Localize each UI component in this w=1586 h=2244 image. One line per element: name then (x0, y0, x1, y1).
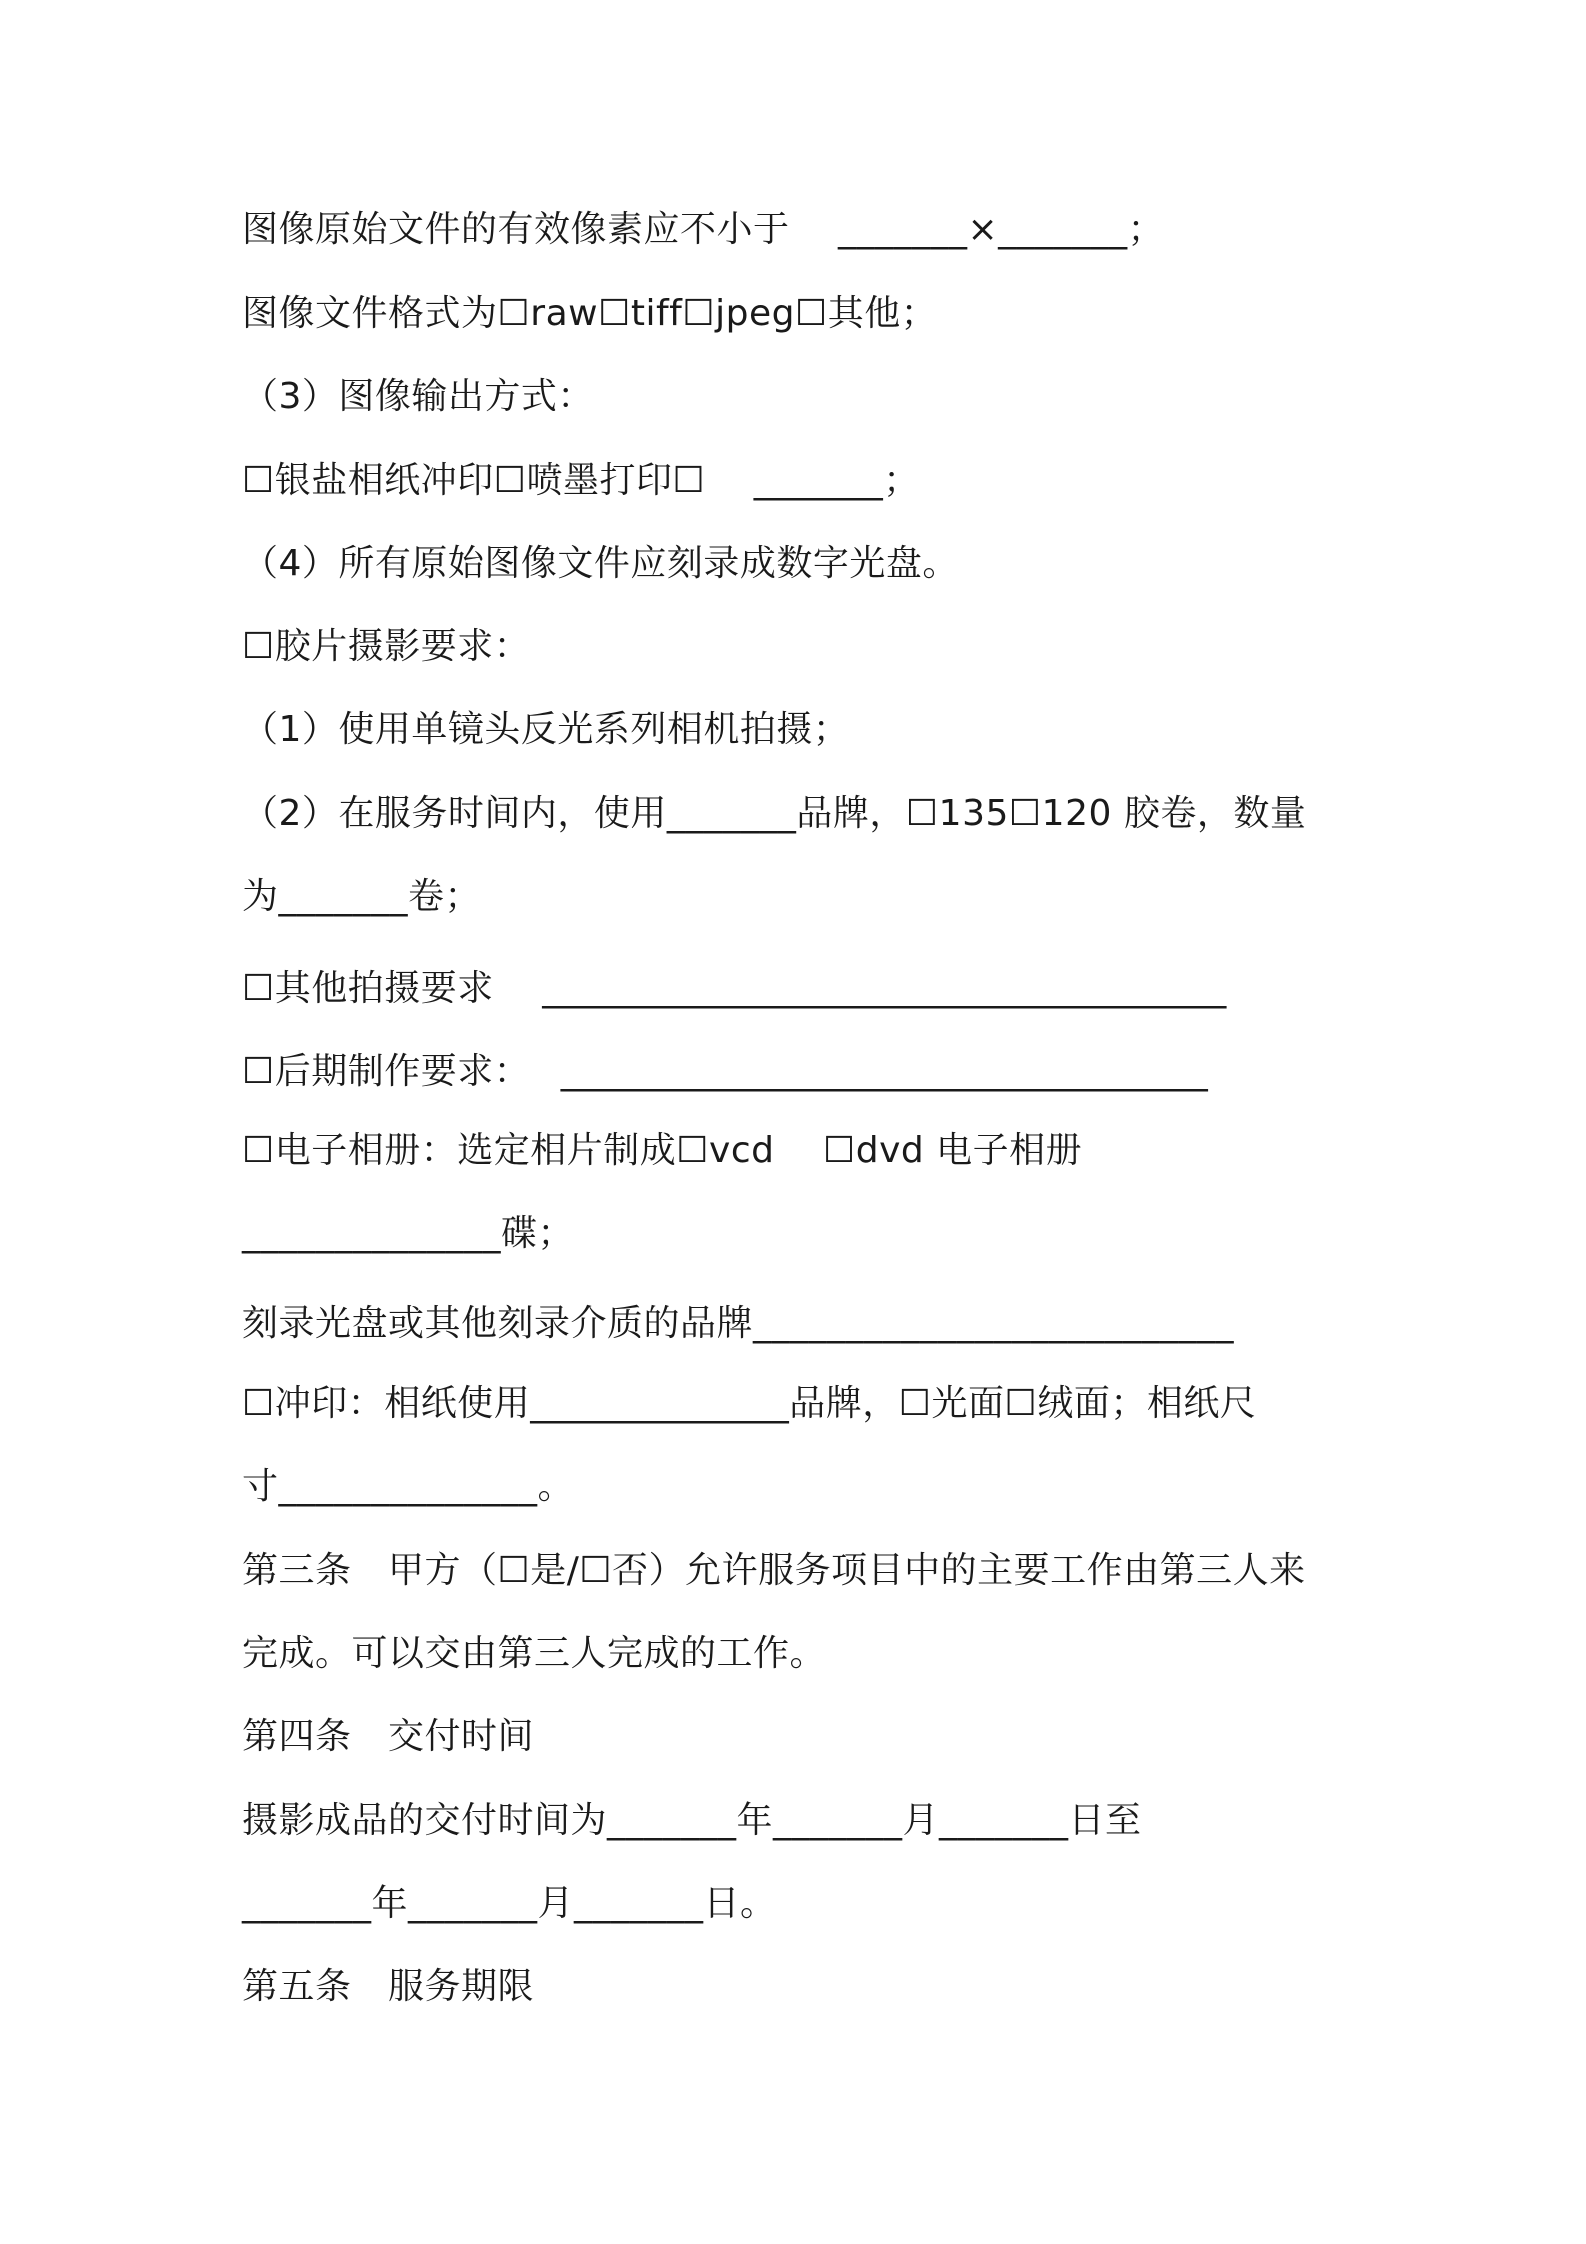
text-line-slr-camera: （1）使用单镜头反光系列相机拍摄； (242, 709, 850, 750)
text-line-disc-burning: （4）所有原始图像文件应刻录成数字光盘。 (242, 543, 959, 584)
text-line-film-brand: （2）在服务时间内，使用_______品牌，☐135☐120 胶卷，数量 (242, 793, 1307, 834)
text-line-electronic-album: ☐电子相册：选定相片制成☐vcd ☐dvd 电子相册 (242, 1130, 1083, 1171)
article-five-heading: 第五条 服务期限 (242, 1966, 535, 2007)
text-line-disc-count: ______________碟； (242, 1213, 575, 1254)
text-line-printing-paper: ☐冲印：相纸使用______________品牌，☐光面☐绒面；相纸尺 (242, 1383, 1257, 1424)
article-four-heading: 第四条 交付时间 (242, 1716, 535, 1757)
text-line-output-method-heading: （3）图像输出方式： (242, 376, 594, 417)
text-line-file-format: 图像文件格式为☐raw☐tiff☐jpeg☐其他； (242, 293, 938, 334)
text-line-media-brand: 刻录光盘或其他刻录介质的品牌__________________________ (242, 1303, 1235, 1344)
text-line-paper-size: 寸______________。 (242, 1466, 574, 1507)
text-line-other-shooting: ☐其他拍摄要求 _____________________________________ (242, 968, 1227, 1009)
text-line-pixel-requirement: 图像原始文件的有效像素应不小于 _______×_______； (242, 209, 1165, 250)
text-line-delivery-start: 摄影成品的交付时间为_______年_______月_______日至 (242, 1800, 1142, 1841)
text-line-output-options: ☐银盐相纸冲印☐喷墨打印☐ _______； (242, 460, 920, 501)
text-line-film-rolls: 为_______卷； (242, 876, 482, 917)
text-line-delivery-end: _______年_______月_______日。 (242, 1883, 777, 1924)
article-three: 第三条 甲方（☐是/☐否）允许服务项目中的主要工作由第三人来 (242, 1550, 1306, 1591)
text-line-post-production: ☐后期制作要求： ___________________________________ (242, 1051, 1209, 1092)
article-three-continued: 完成。可以交由第三人完成的工作。 (242, 1633, 827, 1674)
text-line-film-requirements: ☐胶片摄影要求： (242, 626, 531, 667)
